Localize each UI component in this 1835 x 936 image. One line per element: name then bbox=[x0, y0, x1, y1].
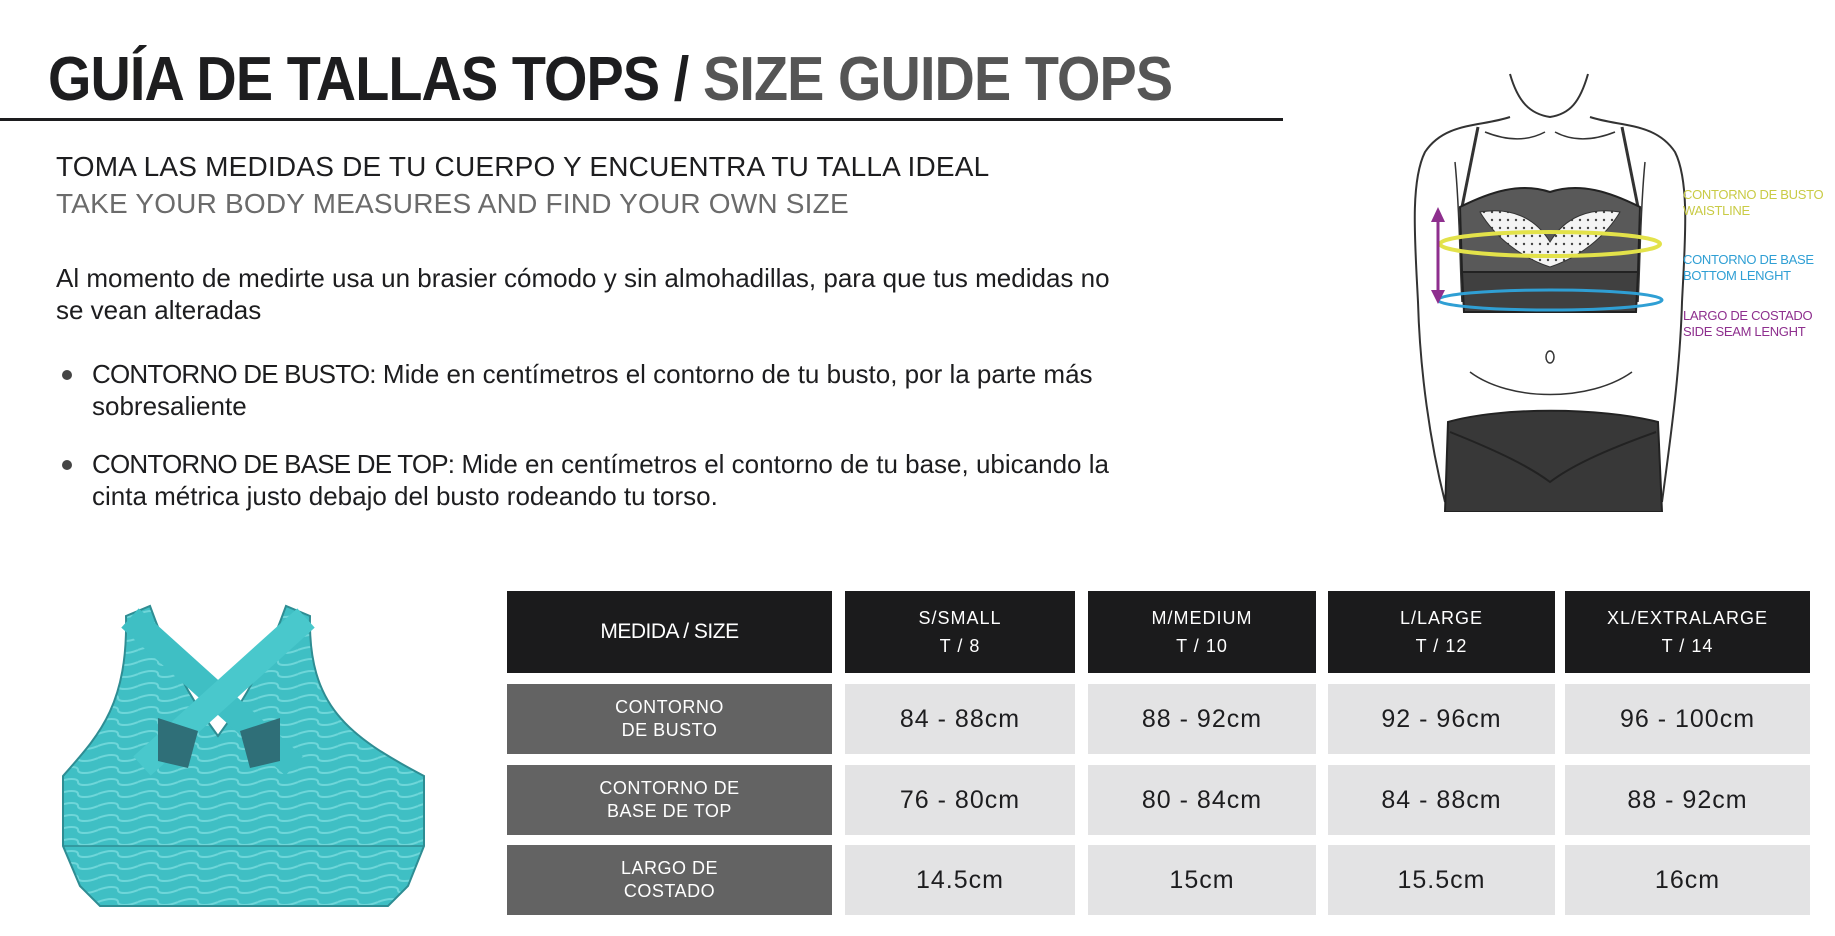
size-number: T / 12 bbox=[1415, 636, 1468, 656]
bullet-dot bbox=[62, 460, 72, 470]
size-header-xl bbox=[1565, 591, 1810, 673]
title-separator: / bbox=[673, 45, 689, 114]
size-number: T / 8 bbox=[939, 636, 981, 656]
page-title bbox=[48, 44, 1172, 116]
table-corner-header bbox=[507, 591, 832, 673]
table-cell: 14.5cm bbox=[845, 845, 1075, 915]
table-cell: 80 - 84cm bbox=[1088, 765, 1316, 835]
row-label-line: DE BUSTO bbox=[621, 720, 718, 740]
table-cell: 92 - 96cm bbox=[1328, 684, 1555, 754]
title-english: SIZE GUIDE TOPS bbox=[703, 45, 1173, 114]
table-cell: 84 - 88cm bbox=[1328, 765, 1555, 835]
table-cell: 76 - 80cm bbox=[845, 765, 1075, 835]
subtitle-english: TAKE YOUR BODY MEASURES AND FIND YOUR OWN SIZE bbox=[56, 188, 849, 219]
label-side-length bbox=[1683, 308, 1812, 340]
size-name: XL/EXTRALARGE bbox=[1606, 608, 1769, 628]
label-bust-contour bbox=[1683, 187, 1823, 219]
row-label-side bbox=[507, 845, 832, 915]
size-number: T / 10 bbox=[1176, 636, 1228, 656]
size-header-s bbox=[845, 591, 1075, 673]
size-header-m bbox=[1088, 591, 1316, 673]
sports-bra-illustration bbox=[58, 596, 430, 912]
size-name: M/MEDIUM bbox=[1151, 608, 1253, 628]
bullet-term: CONTORNO DE BASE DE TOP: bbox=[92, 449, 455, 479]
subtitle-spanish: TOMA LAS MEDIDAS DE TU CUERPO Y ENCUENTRA TU TALLA IDEAL bbox=[56, 151, 990, 182]
intro-paragraph: Al momento de medirte usa un brasier cómodo y sin almohadillas, para que tus medidas no se vean alteradas bbox=[56, 263, 1110, 325]
table-cell: 84 - 88cm bbox=[845, 684, 1075, 754]
size-name: S/SMALL bbox=[918, 608, 1002, 628]
table-cell: 15cm bbox=[1088, 845, 1316, 915]
bullet-bust bbox=[62, 358, 1122, 422]
table-cell: 88 - 92cm bbox=[1088, 684, 1316, 754]
title-underline bbox=[0, 118, 1283, 121]
row-label-line: BASE DE TOP bbox=[607, 801, 732, 821]
body-measurement-illustration bbox=[1400, 72, 1730, 512]
size-header-l bbox=[1328, 591, 1555, 673]
label-line: WAISTLINE bbox=[1683, 203, 1750, 218]
table-cell: 96 - 100cm bbox=[1565, 684, 1810, 754]
table-cell: 16cm bbox=[1565, 845, 1810, 915]
label-line: CONTORNO DE BUSTO bbox=[1683, 187, 1824, 202]
table-cell: 15.5cm bbox=[1328, 845, 1555, 915]
label-base-contour bbox=[1683, 252, 1814, 284]
row-label-base bbox=[507, 765, 832, 835]
row-label-line: LARGO DE bbox=[620, 858, 719, 878]
row-label-line: CONTORNO DE bbox=[599, 778, 740, 798]
bullet-text: Mide en centímetros el contorno de tu base, ubicando la cinta métrica justo debajo del busto rodeando tu torso. bbox=[92, 449, 1109, 511]
bullet-text: Mide en centímetros el contorno de tu busto, por la parte más sobresaliente bbox=[92, 359, 1093, 421]
bullet-dot bbox=[62, 370, 72, 380]
label-line: LARGO DE COSTADO bbox=[1683, 308, 1813, 323]
label-line: SIDE SEAM LENGHT bbox=[1683, 324, 1806, 339]
bullet-term: CONTORNO DE BUSTO: bbox=[92, 359, 376, 389]
corner-label: MEDIDA / SIZE bbox=[600, 620, 739, 643]
label-line: CONTORNO DE BASE bbox=[1683, 252, 1814, 267]
size-number: T / 14 bbox=[1661, 636, 1714, 656]
label-line: BOTTOM LENGHT bbox=[1683, 268, 1791, 283]
row-label-line: COSTADO bbox=[623, 881, 716, 901]
title-spanish: GUÍA DE TALLAS TOPS bbox=[48, 45, 660, 114]
table-cell: 88 - 92cm bbox=[1565, 765, 1810, 835]
row-label-bust bbox=[507, 684, 832, 754]
bullet-base bbox=[62, 448, 1122, 512]
row-label-line: CONTORNO bbox=[615, 697, 724, 717]
size-name: L/LARGE bbox=[1399, 608, 1484, 628]
